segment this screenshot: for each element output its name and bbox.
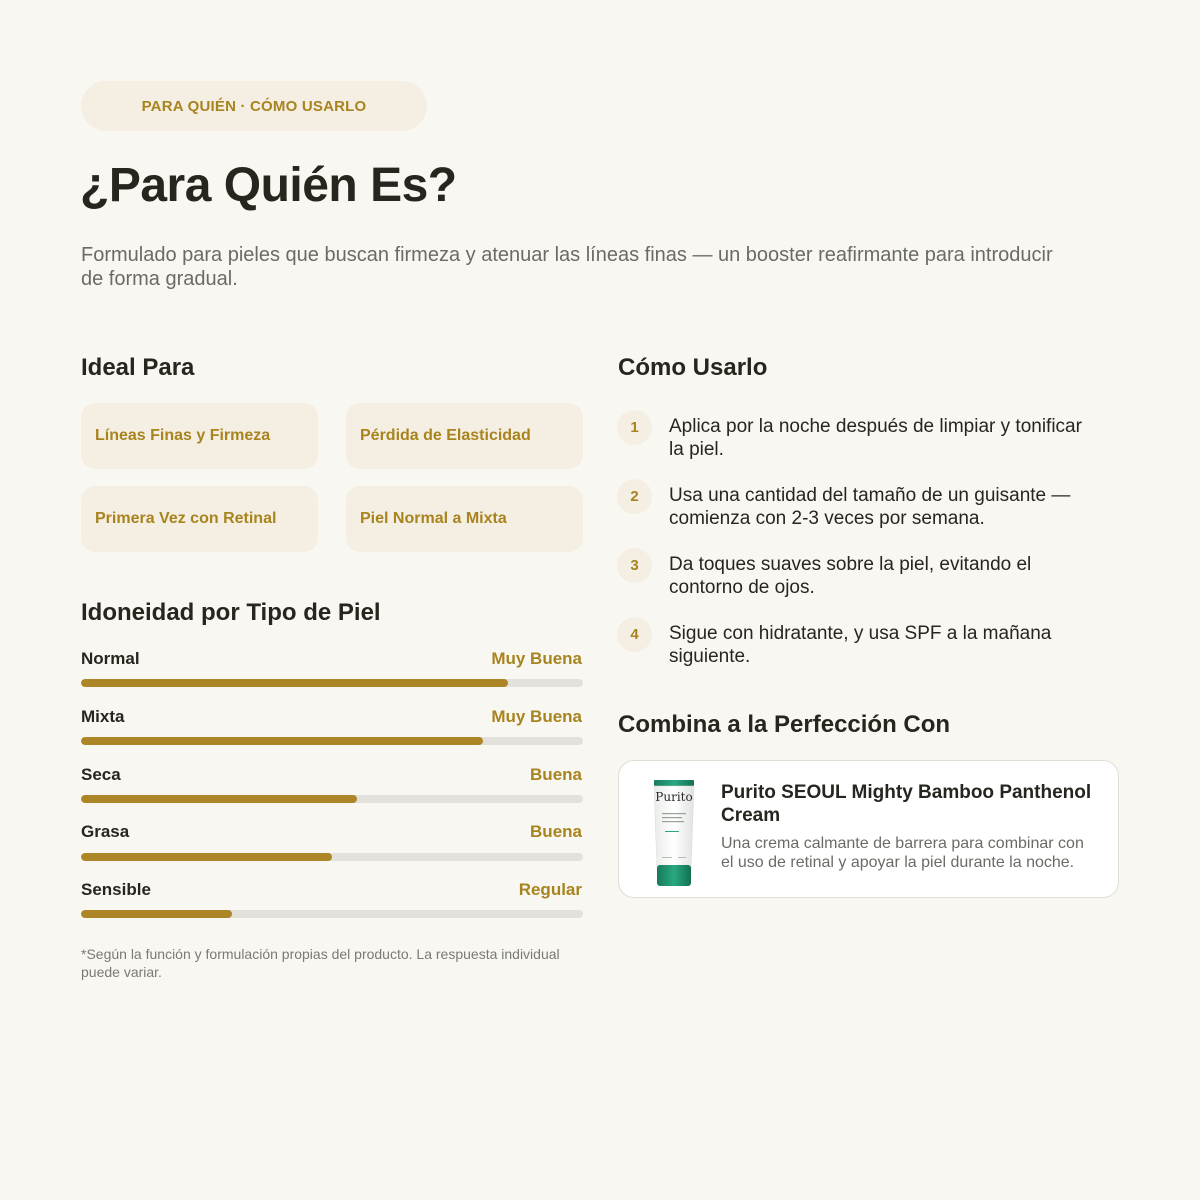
step-number: 4 xyxy=(617,617,652,652)
suitability-bar xyxy=(81,737,583,745)
suitability-bar xyxy=(81,910,583,918)
skin-type-label: Mixta xyxy=(81,707,125,726)
skin-type-label: Sensible xyxy=(81,880,151,899)
suitability-bar-fill xyxy=(81,795,357,803)
ideal-heading: Ideal Para xyxy=(81,354,195,381)
paired-product-description: Una crema calmante de barrera para combinar con el uso de retinal y apoyar la piel durante la noche. xyxy=(721,835,1084,871)
step-number: 1 xyxy=(617,410,652,445)
suitability-bar-fill xyxy=(81,679,508,687)
pairing-heading: Combina a la Perfección Con xyxy=(618,711,951,738)
disclaimer-note: *Según la función y formulación propias del producto. La respuesta individual puede variar. xyxy=(81,946,560,980)
suitability-bar xyxy=(81,679,583,687)
skin-type-label: Normal xyxy=(81,649,140,668)
suitability-bar-fill xyxy=(81,737,483,745)
skin-type-label: Grasa xyxy=(81,822,130,841)
ideal-tag: Líneas Finas y Firmeza xyxy=(81,403,318,469)
howto-heading: Cómo Usarlo xyxy=(618,354,768,381)
suitability-heading: Idoneidad por Tipo de Piel xyxy=(81,599,381,626)
suitability-rating: Buena xyxy=(530,822,582,841)
paired-product-card[interactable] xyxy=(618,760,1119,898)
step-text: Sigue con hidratante, y usa SPF a la mañana siguiente. xyxy=(669,623,1052,667)
step-text: Usa una cantidad del tamaño de un guisante — comienza con 2-3 veces por semana. xyxy=(669,485,1071,529)
ideal-tag: Piel Normal a Mixta xyxy=(346,486,583,552)
suitability-rating: Buena xyxy=(530,765,582,784)
step-number: 2 xyxy=(617,479,652,514)
suitability-rating: Muy Buena xyxy=(491,649,582,668)
ideal-tag: Pérdida de Elasticidad xyxy=(346,403,583,469)
suitability-rating: Muy Buena xyxy=(491,707,582,726)
ideal-tag: Primera Vez con Retinal xyxy=(81,486,318,552)
suitability-bar-fill xyxy=(81,910,232,918)
page-title: ¿Para Quién Es? xyxy=(80,159,457,212)
step-text: Aplica por la noche después de limpiar y tonificar la piel. xyxy=(669,416,1082,460)
paired-product-title[interactable]: Purito SEOUL Mighty Bamboo Panthenol Cream xyxy=(721,782,1092,826)
section-eyebrow-badge: PARA QUIÉN · CÓMO USARLO xyxy=(81,81,427,131)
suitability-bar xyxy=(81,795,583,803)
intro-text: Formulado para pieles que buscan firmeza y atenuar las líneas finas — un booster reafirmante para introducir de forma gradual. xyxy=(81,244,1053,290)
suitability-rating: Regular xyxy=(518,880,582,899)
product-tube-image xyxy=(653,779,695,887)
suitability-bar xyxy=(81,853,583,861)
svg-text:Purito: Purito xyxy=(655,790,693,804)
step-number: 3 xyxy=(617,548,652,583)
suitability-bar-fill xyxy=(81,853,332,861)
step-text: Da toques suaves sobre la piel, evitando el contorno de ojos. xyxy=(669,554,1032,598)
skin-type-label: Seca xyxy=(81,765,121,784)
